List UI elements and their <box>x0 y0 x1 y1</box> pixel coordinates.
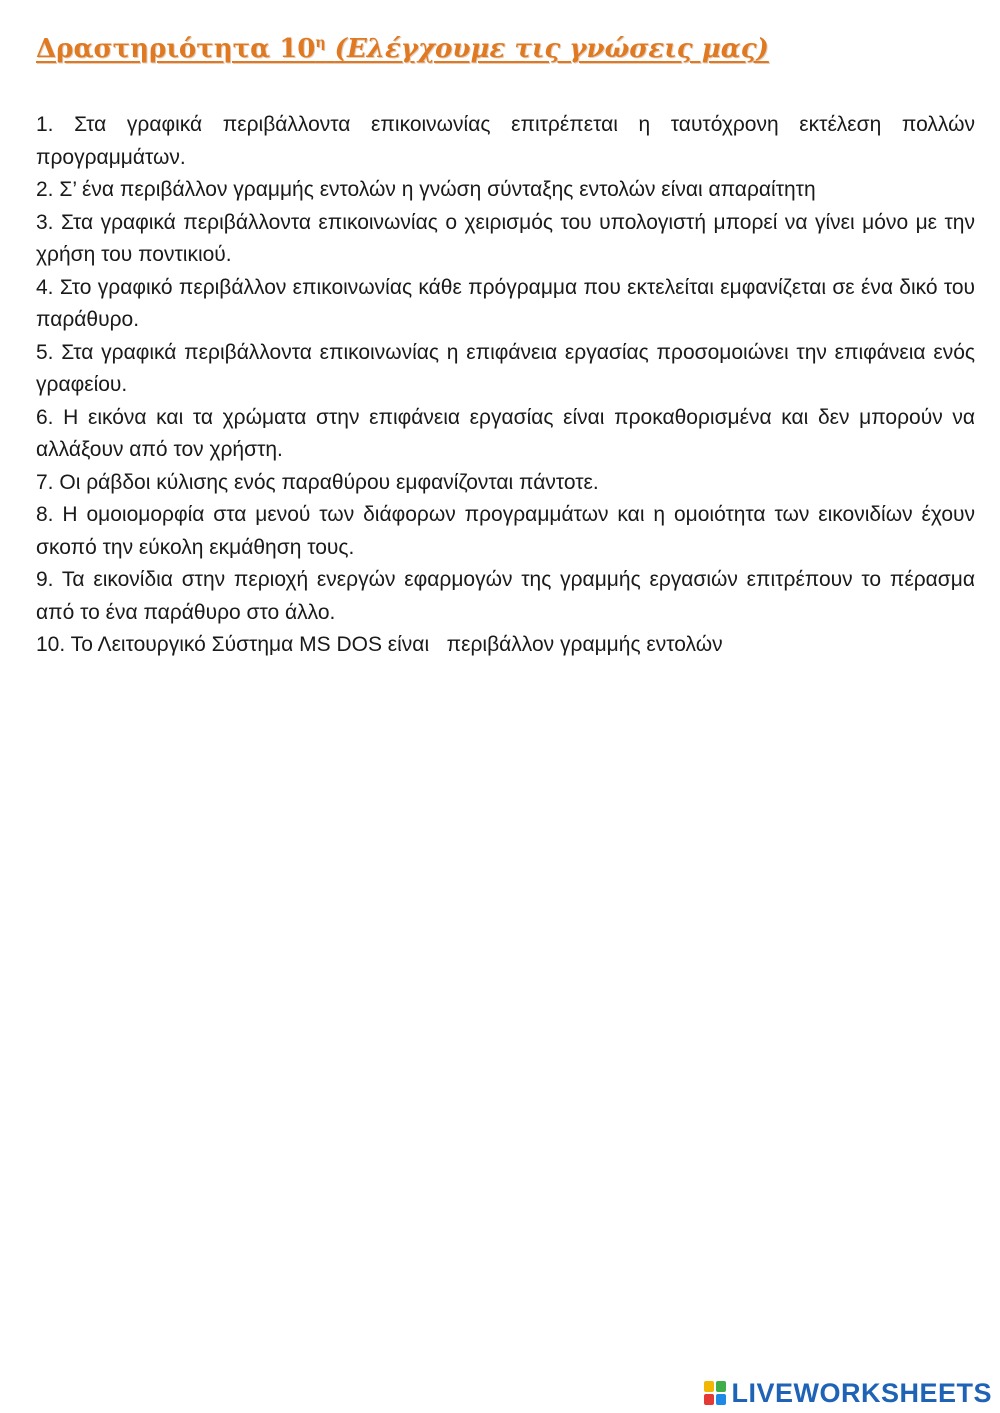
logo-tile-yellow <box>704 1381 714 1392</box>
question-number: 5. <box>36 340 54 364</box>
question-text: Η εικόνα και τα χρώματα στην επιφάνεια εργασίας είναι προκαθορισμένα και δεν μπορούν να αλλάξουν από τον χρήστη. <box>36 405 975 461</box>
worksheet-title <box>36 34 769 64</box>
question-item <box>36 174 975 207</box>
question-number: 7. <box>36 470 54 494</box>
question-text: Τα εικονίδια στην περιοχή ενεργών εφαρμογών της γραμμής εργασιών επιτρέπουν το πέρασμα από το ένα παράθυρο στο άλλο. <box>36 568 975 624</box>
question-text: Στα γραφικά περιβάλλοντα επικοινωνίας η επιφάνεια εργασίας προσομοιώνει την επιφάνεια ενός γραφείου. <box>36 340 975 396</box>
question-text: Οι ράβδοι κύλισης ενός παραθύρου εμφανίζονται πάντοτε. <box>59 470 599 494</box>
question-item <box>36 109 975 174</box>
question-item <box>36 337 975 402</box>
logo-tile-blue <box>716 1394 726 1405</box>
question-item <box>36 564 975 629</box>
question-text: Το Λειτουργικό Σύστημα MS DOS είναι περιβάλλον γραμμής εντολών <box>70 633 723 656</box>
question-item <box>36 207 975 272</box>
question-number: 4. <box>36 275 54 299</box>
question-number: 2. <box>36 178 54 201</box>
question-number: 9. <box>36 568 54 591</box>
question-text: Στο γραφικό περιβάλλον επικοινωνίας κάθε πρόγραμμα που εκτελείται εμφανίζεται σε ένα δικό του παράθυρο. <box>36 275 975 331</box>
title-subtitle: (Ελέγχουμε τις γνώσεις μας) <box>334 34 769 64</box>
question-number: 6. <box>36 405 54 429</box>
question-number: 1. <box>36 113 54 136</box>
logo-tile-green <box>716 1381 726 1392</box>
liveworksheets-logo-icon <box>704 1381 726 1405</box>
question-text: Η ομοιομορφία στα μενού των διάφορων προγραμμάτων και η ομοιότητα των εικονιδίων έχουν σκοπό την εύκολη εκμάθηση τους. <box>36 503 975 559</box>
question-item <box>36 499 975 564</box>
question-number: 3. <box>36 210 54 234</box>
question-list <box>36 109 975 662</box>
question-item <box>36 467 975 500</box>
logo-tile-red <box>704 1394 714 1405</box>
question-number: 10. <box>36 633 66 656</box>
question-text: Στα γραφικά περιβάλλοντα επικοινωνίας ο χειρισμός του υπολογιστή μπορεί να γίνει μόνο με την χρήση του ποντικιού. <box>36 210 975 266</box>
question-item <box>36 629 975 662</box>
title-superscript: η <box>315 35 326 51</box>
title-main: Δραστηριότητα 10 <box>36 34 316 64</box>
question-text: Σ’ ένα περιβάλλον γραμμής εντολών η γνώση σύνταξης εντολών είναι απαραίτητη <box>59 178 816 201</box>
question-text: Στα γραφικά περιβάλλοντα επικοινωνίας επιτρέπεται η ταυτόχρονη εκτέλεση πολλών προγραμμάτων. <box>36 113 975 169</box>
question-item <box>36 272 975 337</box>
question-item <box>36 402 975 467</box>
question-number: 8. <box>36 503 54 526</box>
logo-text: LIVEWORKSHEETS <box>731 1377 992 1408</box>
liveworksheets-logo <box>704 1379 992 1407</box>
